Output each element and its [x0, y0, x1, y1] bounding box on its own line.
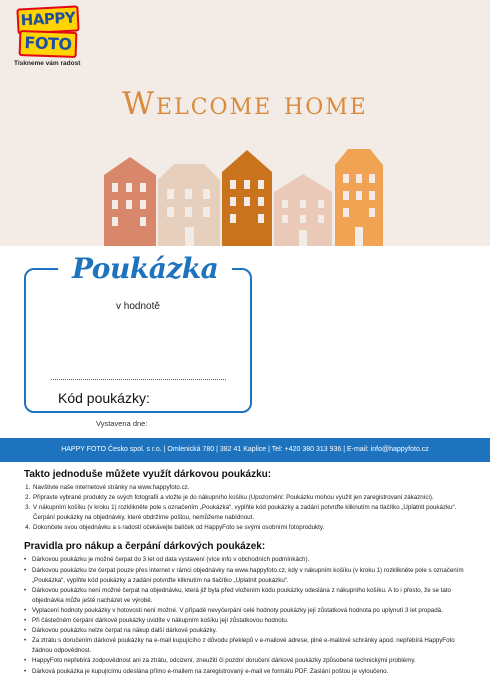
rule-item: • Dárkovou poukázku nelze čerpat na nákup další dárkové poukázky. — [24, 626, 474, 636]
instructions-content — [24, 469, 474, 677]
instructions-heading: Takto jednoduše můžete využít dárkovou poukázku: — [24, 469, 272, 480]
house-beige — [158, 164, 220, 246]
instruction-step: 1. Navštivte naše internetové stránky na www.happyfoto.cz. — [32, 483, 474, 493]
voucher-value-line — [51, 379, 226, 380]
instruction-step: 4. Dokončete svou objednávku a s radostí očekávejte balíček od HappyFoto se svými osobními fotoprodukty. — [32, 523, 474, 533]
instruction-step: 2. Připravte vybrané produkty ze svých fotografií a vložte je do nákupního košíku (Upozornění: Poukázku mohou využít jen zaregistrovaní zákazníci). — [32, 493, 474, 503]
contact-bar: HAPPY FOTO Česko spol. s r.o. | Omlenická 780 | 382 41 Kaplice | Tel: +420 380 313 936 | E-mail: info@happyfoto.cz — [0, 438, 490, 462]
happyfoto-logo[interactable] — [14, 7, 90, 67]
house-pink — [274, 174, 332, 246]
rule-item: • HappyFoto nepřebírá zodpovědnost ani za ztrátu, odcizení, zneužití či pozdní doručení dárkové poukázky způsobené technickými problémy. — [24, 656, 474, 666]
logo-mark — [17, 7, 79, 57]
instruction-step: 3. V nákupním košíku (v kroku 1) rozklikněte pole s označením „Poukázka“, vyplňte kód poukázky a zadání potvrďte kliknutím na tlačítko „Uplatnit poukázku“. Čerpání poukázky na objednávky, které obdržíme poštou, nemůžeme nabídnout. — [32, 503, 474, 523]
house-terracotta — [104, 157, 156, 246]
rules-heading: Pravidla pro nákup a čerpání dárkových poukázek: — [24, 541, 266, 553]
house-orange — [335, 149, 383, 246]
brand-tagline: Tiskneme vám radost — [14, 60, 81, 67]
contact-phone[interactable]: Tel: +420 380 313 936 — [271, 446, 342, 453]
welcome-headline: Welcome home — [122, 86, 368, 122]
voucher-issued-label: Vystavena dne: — [96, 419, 148, 428]
contact-email[interactable]: E-mail: info@happyfoto.cz — [346, 446, 429, 453]
hero-banner — [0, 0, 490, 246]
houses-illustration — [104, 147, 394, 246]
logo-text-foto: FOTO — [24, 33, 72, 54]
rule-item: • Dárková poukázka je kupujícímu odeslána přímo e-mailem na zaregistrovaný e-mail ve formátu PDF. Zaslání poštou je vyloučeno. — [24, 667, 474, 677]
rules-list — [24, 555, 474, 676]
voucher-code-label: Kód poukázky: — [58, 390, 150, 406]
contact-company: HAPPY FOTO Česko spol. s r.o. — [61, 446, 162, 453]
voucher-title: Poukázka — [58, 252, 232, 285]
contact-city: 382 41 Kaplice — [219, 446, 267, 453]
rule-item: • Za ztrátu s doručením dárkové poukázky na e-mail kupujícího z důvodu překlepů v e-mailové adrese, plné e-mailové schránky apod. nepřebírá HappyFoto žádnou odpovědnost. — [24, 636, 474, 656]
rule-item: • Při částečném čerpání dárkové poukázky uvidíte v nákupním košíku její zůstatkovou hodnotu. — [24, 616, 474, 626]
logo-text-happy: HAPPY — [20, 8, 76, 30]
rule-item: • Dárkovou poukázku lze čerpat pouze přes internet v rámci objednávky na www.happyfoto.cz, kdy v nákupním košíku (v kroku 1) rozklikněte pole s označením „Poukázka“, vyplňte kód poukázky a zadání potvrďte kliknutím na tlačítko „Uplatnit poukázku“. — [24, 566, 474, 586]
house-ochre — [222, 150, 272, 246]
contact-address: Omlenická 780 — [167, 446, 215, 453]
rule-item: • Dárkovou poukázku není možné čerpat na objednávku, která již byla před vložením kódu poukázky odeslána z nákupního košíku. A to i přesto, že se tato objednávka může ještě nacházet ve výrobě. — [24, 586, 474, 606]
rule-item: • Vyplacení hodnoty poukázky v hotovosti není možné. V případě nevyčerpání celé hodnoty poukázky její zůstatková hodnota po uplynutí 3 let propadá. — [24, 606, 474, 616]
rule-item: • Dárkovou poukázku je možné čerpat do 3 let od data vystavení (více info v obchodních podmínkách). — [24, 555, 474, 565]
instructions-steps — [24, 483, 474, 533]
voucher-value-label: v hodnotě — [116, 301, 160, 312]
